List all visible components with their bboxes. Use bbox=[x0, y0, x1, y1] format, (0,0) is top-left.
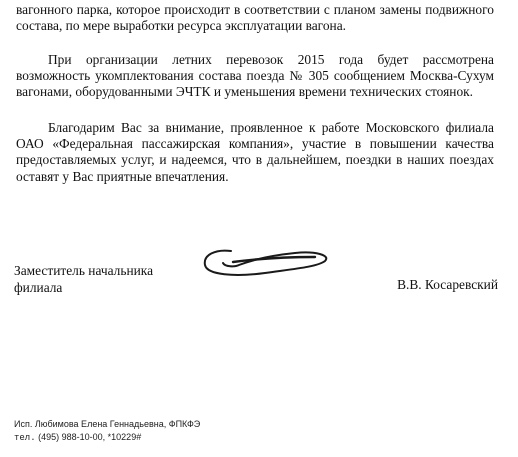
paragraph-2: При организации летних перевозок 2015 года будет рассмотрена возможность укомплектования состава поезда № 305 сообщением Москва-Сухум вагонами, оборудованными ЭЧТК и уменьшения времени технических стоянок. bbox=[16, 52, 494, 100]
phone-number: (495) 988-10-00, *10229# bbox=[38, 432, 142, 442]
paragraph-3: Благодарим Вас за внимание, проявленное к работе Московского филиала ОАО «Федеральная пассажирская компания», участие в повышении качества предоставляемых услуг, и надеемся, что в дальнейшем, поездки в наших поездах оставят у Вас приятные впечатления. bbox=[16, 120, 494, 184]
signatory-title bbox=[14, 262, 153, 296]
phone-line bbox=[14, 431, 200, 445]
footer-executor-info bbox=[14, 418, 200, 445]
phone-label: тел. bbox=[14, 433, 36, 443]
paragraph-1: вагонного парка, которое происходит в соответствии с планом замены подвижного состава, по мере выработки ресурса эксплуатации вагона. bbox=[16, 2, 494, 34]
handwritten-signature-icon bbox=[195, 237, 335, 287]
executor-line: Исп. Любимова Елена Геннадьевна, ФПКФЭ bbox=[14, 419, 201, 429]
signatory-title-line2: филиала bbox=[14, 280, 63, 295]
signatory-name: В.В. Косаревский bbox=[397, 277, 498, 292]
signatory-title-line1: Заместитель начальника bbox=[14, 263, 154, 278]
